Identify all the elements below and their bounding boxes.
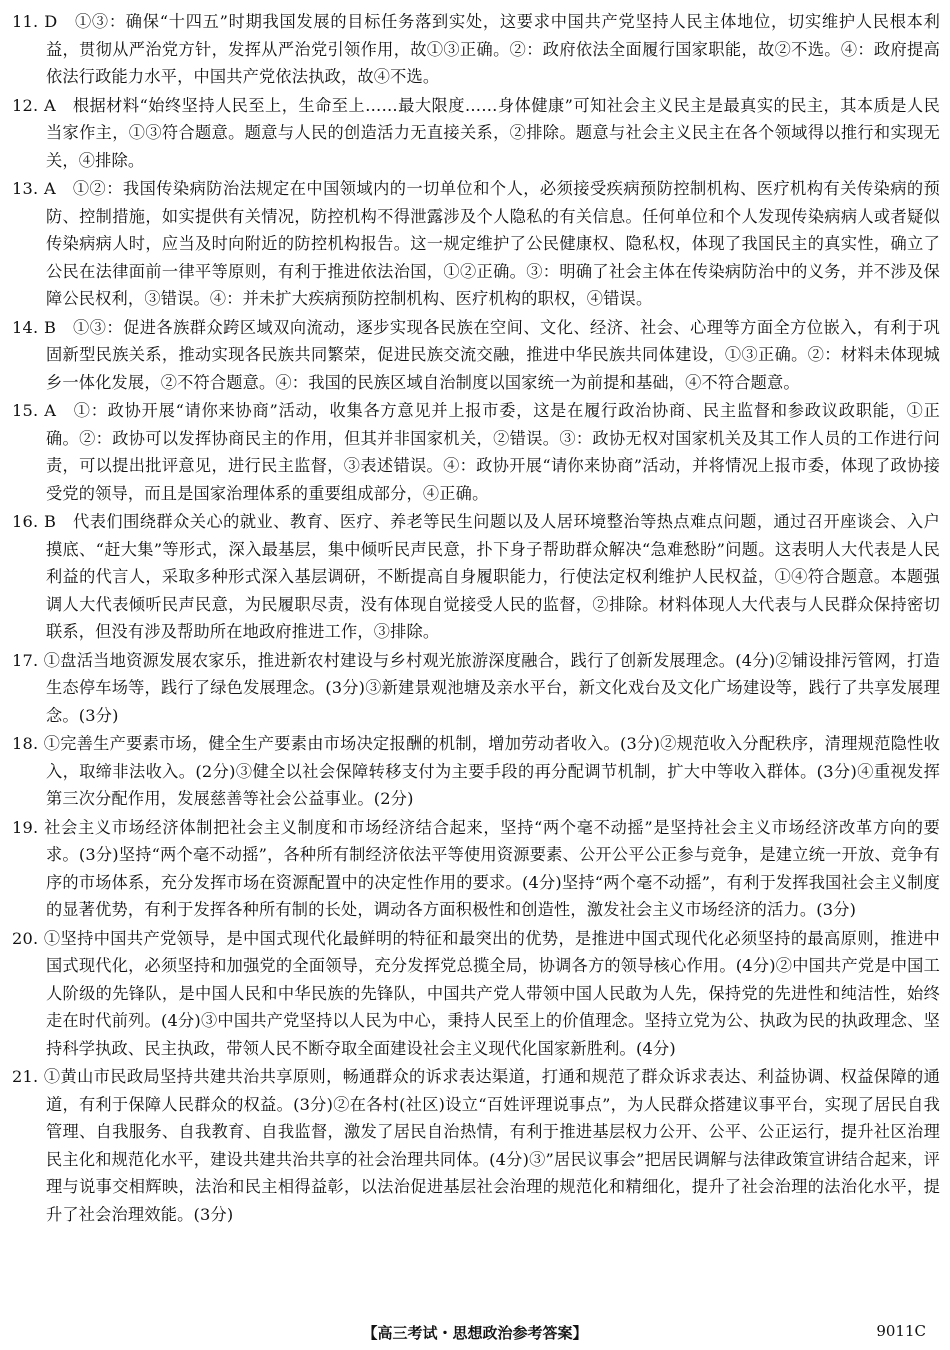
- answer-item-16: 16. B 代表们围绕群众关心的就业、教育、医疗、养老等民生问题以及人居环境整治等热点难点问题，通过召开座谈会、入户摸底、“赶大集”等形式，深入最基层，集中倾听民声民意，扑下身子帮助群众解决“急难愁盼”问题。这表明人大代表是人民利益的代言人，采取多种形式深入基层调研，不断提高自身履职能力，行使法定权利维护人民权益，①④符合题意。本题强调人大代表倾听民声民意，为民履职尽责，没有体现自觉接受人民的监督，②排除。材料体现人大代表与人民群众保持密切联系，但没有涉及帮助所在地政府推进工作，③排除。: [12, 512, 940, 641]
- page-footer: [0, 1320, 950, 1344]
- answer-item-13: 13. A ①②：我国传染病防治法规定在中国领域内的一切单位和个人，必须接受疾病预防控制机构、医疗机构有关传染病的预防、控制措施，如实提供有关情况，防控机构不得泄露涉及个人隐私的有关信息。任何单位和个人发现传染病病人或者疑似传染病病人时，应当及时向附近的防控机构报告。这一规定维护了公民健康权、隐私权，体现了我国民主的真实性，确立了公民在法律面前一律平等原则，有利于推进依法治国，①②正确。③：明确了社会主体在传染病防治中的义务，并不涉及保障公民权利，③错误。④：并未扩大疾病预防控制机构、医疗机构的职权，④错误。: [12, 179, 940, 308]
- answer-item-11: 11. D ①③：确保“十四五”时期我国发展的目标任务落到实处，这要求中国共产党坚持人民主体地位，切实维护人民根本利益，贯彻从严治党方针，发挥从严治党引领作用，故①③正确。②：政府依法全面履行国家职能，故②不选。④：政府提高依法行政能力水平，中国共产党依法执政，故④不选。: [12, 12, 940, 86]
- answer-item-18: 18. ①完善生产要素市场，健全生产要素由市场决定报酬的机制，增加劳动者收入。(3分)②规范收入分配秩序，清理规范隐性收入，取缔非法收入。(2分)③健全以社会保障转移支付为主要手段的再分配调节机制，扩大中等收入群体。(3分)④重视发挥第三次分配作用，发展慈善等社会公益事业。(2分): [12, 734, 940, 808]
- answer-item-14: 14. B ①③：促进各族群众跨区域双向流动，逐步实现各民族在空间、文化、经济、社会、心理等方面全方位嵌入，有利于巩固新型民族关系，推动实现各民族共同繁荣，促进民族交流交融，推进中华民族共同体建设，①③正确。②：材料未体现城乡一体化发展，②不符合题意。④：我国的民族区域自治制度以国家统一为前提和基础，④不符合题意。: [12, 317, 940, 392]
- answer-item-15: 15. A ①：政协开展“请你来协商”活动，收集各方意见并上报市委，这是在履行政治协商、民主监督和参政议政职能，①正确。②：政协可以发挥协商民主的作用，但其并非国家机关，②错误。③：政协无权对国家机关及其工作人员的工作进行问责，可以提出批评意见，进行民主监督，③表述错误。④：政协开展“请你来协商”活动，并将情况上报市委，体现了政协接受党的领导，而且是国家治理体系的重要组成部分，④正确。: [12, 401, 940, 503]
- answer-item-17: 17. ①盘活当地资源发展农家乐，推进新农村建设与乡村观光旅游深度融合，践行了创新发展理念。(4分)②铺设排污管网，打造生态停车场等，践行了绿色发展理念。(3分)③新建景观池塘及亲水平台，新文化戏台及文化广场建设等，践行了共享发展理念。(3分): [12, 650, 940, 725]
- answer-item-21: 21. ①黄山市民政局坚持共建共治共享原则，畅通群众的诉求表达渠道，打通和规范了群众诉求表达、利益协调、权益保障的通道，有利于保障人民群众的权益。(3分)②在各村(社区)设立“百姓评理说事点”，为人民群众搭建议事平台，实现了居民自我管理、自我服务、自我教育、自我监督，激发了居民自治热情，有利于推进基层权力公开、公平、公正运行，提升社区治理民主化和规范化水平，建设共建共治共享的社会治理共同体。(4分)③”居民议事会”把居民调解与法律政策宣讲结合起来，评理与说事交相辉映，法治和民主相得益彰，以法治促进基层社会治理的规范化和精细化，提升了社会治理的法治化水平，提升了社会治理效能。(3分): [12, 1067, 940, 1224]
- answer-item-12: 12. A 根据材料“始终坚持人民至上，生命至上……最大限度……身体健康”可知社会主义民主是最真实的民主，其本质是人民当家作主，①③符合题意。题意与人民的创造活力无直接关系，②排除。题意与社会主义民主在各个领域得以推行和实现无关，④排除。: [12, 95, 940, 170]
- answer-item-19: 19. 社会主义市场经济体制把社会主义制度和市场经济结合起来，坚持“两个毫不动摇”是坚持社会主义市场经济改革方向的要求。(3分)坚持“两个毫不动摇”，各种所有制经济依法平等使用资源要素、公开公平公正参与竞争，是建立统一开放、竞争有序的市场体系，充分发挥市场在资源配置中的决定性作用的要求。(4分)坚持“两个毫不动摇”，有利于发挥我国社会主义制度的显著优势，有利于发挥各种所有制的长处，调动各方面积极性和创造性，激发社会主义市场经济的活力。(3分): [12, 817, 940, 919]
- answer-page: [12, 8, 940, 1229]
- answer-item-20: 20. ①坚持中国共产党领导，是中国式现代化最鲜明的特征和最突出的优势，是推进中国式现代化必须坚持的最高原则，推进中国式现代化，必须坚持和加强党的全面领导，充分发挥党总揽全局，协调各方的领导核心作用。(4分)②中国共产党是中国工人阶级的先锋队，是中国人民和中华民族的先锋队，中国共产党人带领中国人民敢为人先，保持党的先进性和纯洁性，始终走在时代前列。(4分)③中国共产党坚持以人民为中心，秉持人民至上的价值理念。坚持立党为公、执政为民的执政理念、坚持科学执政、民主执政，带领人民不断夺取全面建设社会主义现代化国家新胜利。(4分): [12, 928, 940, 1058]
- footer-title: 【高三考试・思想政治参考答案】: [362, 1324, 588, 1342]
- footer-code: 9011C: [876, 1322, 926, 1340]
